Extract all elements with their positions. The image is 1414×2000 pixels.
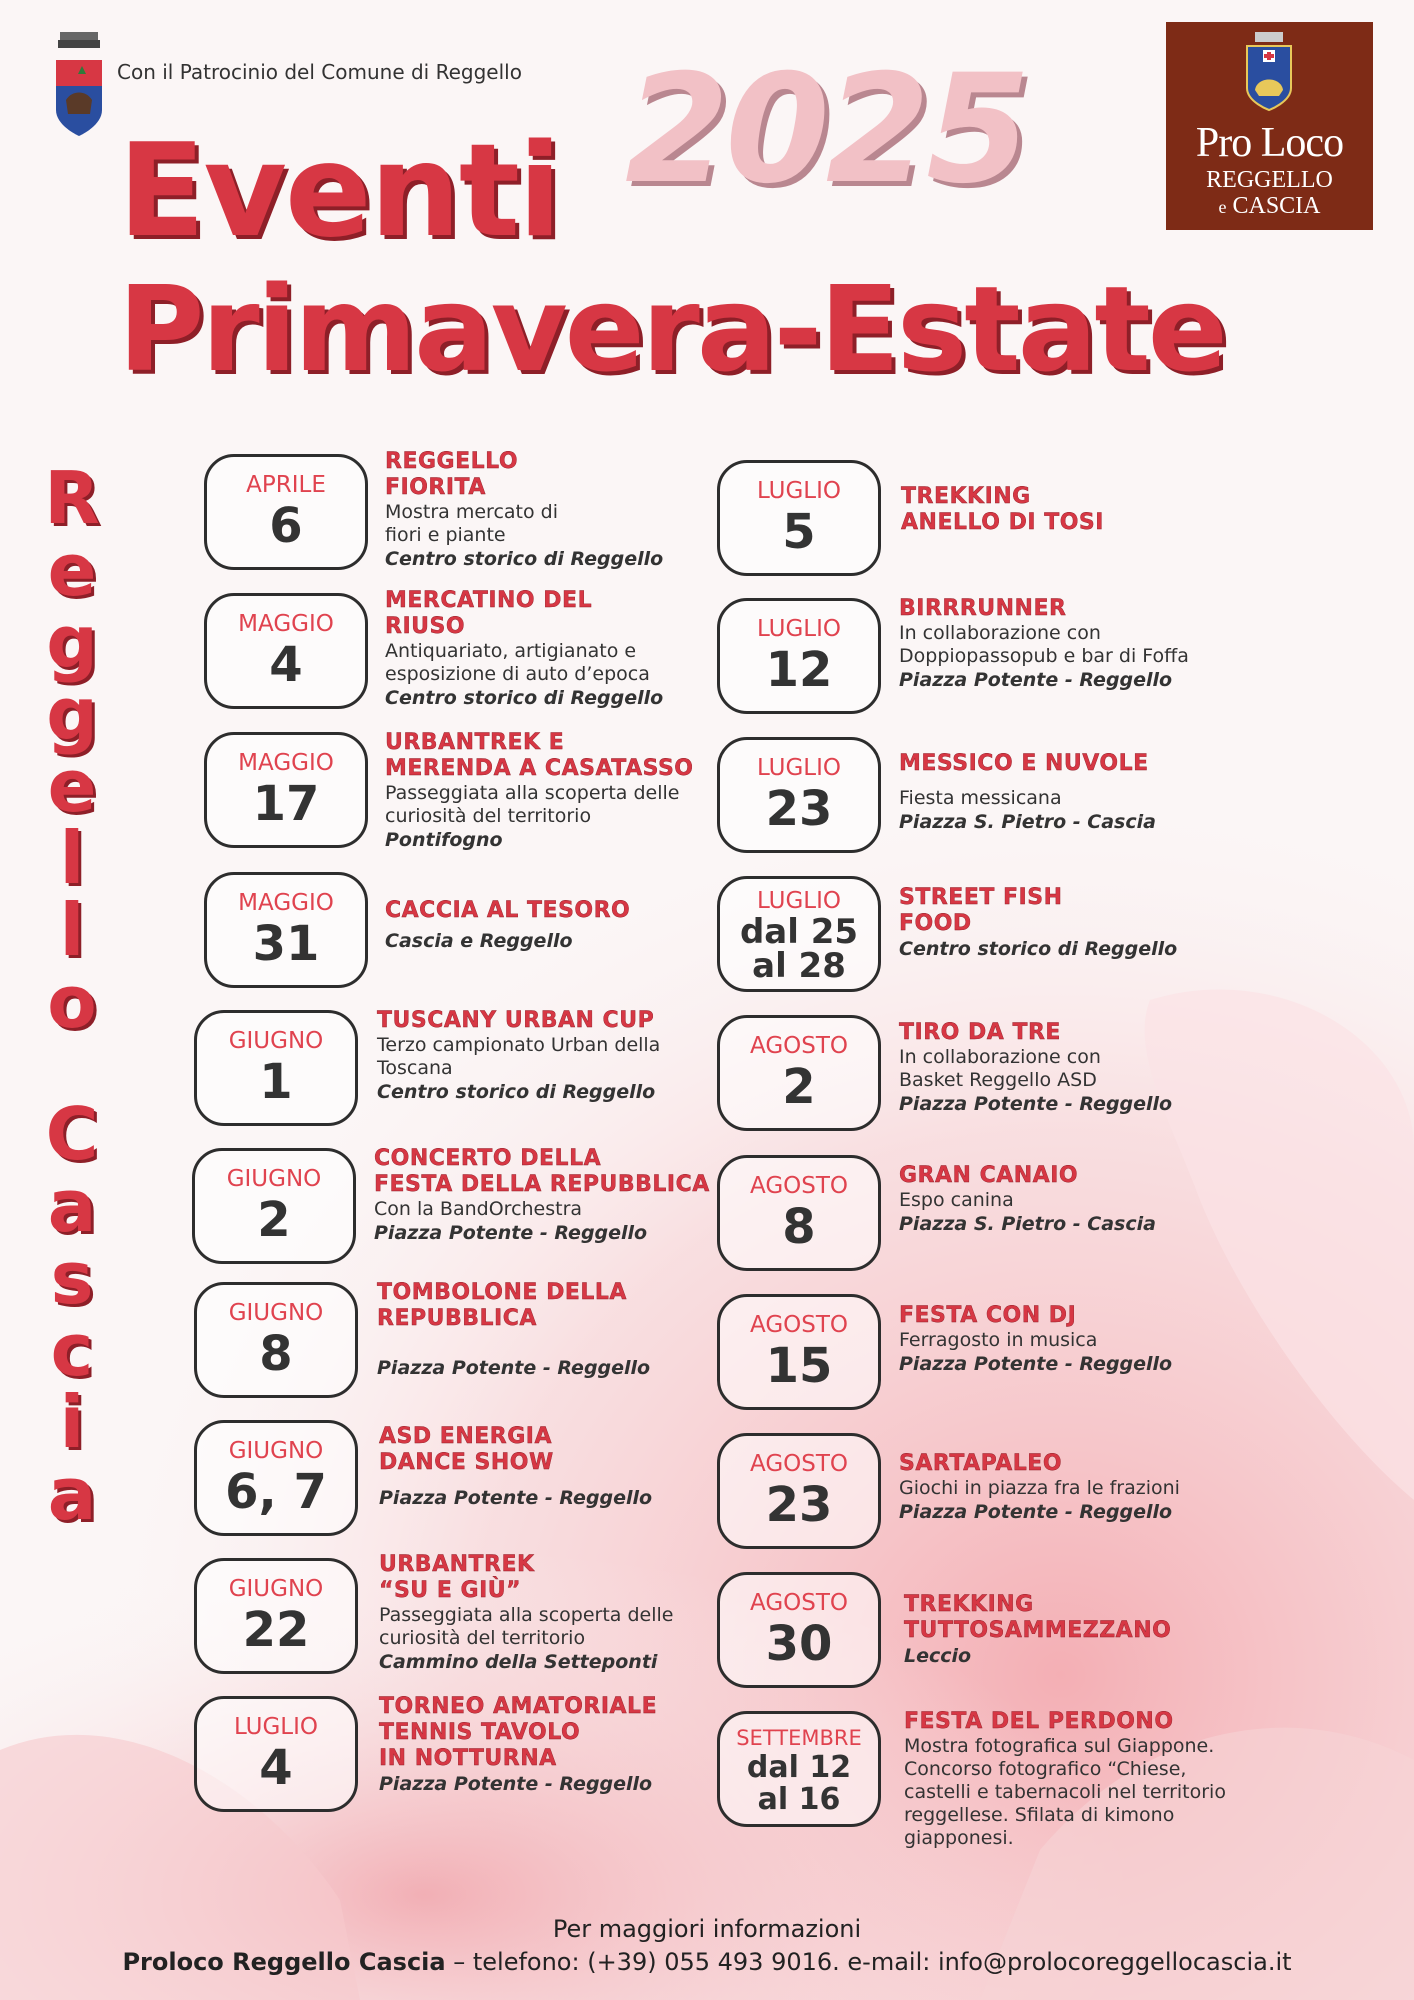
date-box bbox=[194, 1696, 358, 1812]
vertical-letter: l bbox=[59, 816, 85, 900]
title-eventi: Eventi bbox=[118, 117, 560, 266]
event-info bbox=[904, 1592, 1234, 1669]
event-info bbox=[379, 1424, 709, 1511]
vertical-letter: e bbox=[47, 744, 97, 828]
event-title: IN NOTTURNA bbox=[379, 1746, 557, 1771]
event-day: 5 bbox=[782, 504, 816, 560]
event-place: Piazza Potente - Reggello bbox=[899, 1093, 1173, 1115]
date-box bbox=[717, 876, 881, 992]
event-info bbox=[899, 1163, 1229, 1237]
event-desc: Ferragosto in musica bbox=[899, 1329, 1098, 1351]
event-month: GIUGNO bbox=[228, 1028, 324, 1054]
vertical-letter: l bbox=[59, 888, 85, 972]
event-title: CONCERTO DELLA bbox=[374, 1146, 602, 1171]
event-title: FIORITA bbox=[385, 475, 486, 500]
event-title: URBANTREK E bbox=[385, 730, 565, 755]
event-month: AGOSTO bbox=[749, 1312, 848, 1338]
event-info bbox=[377, 1280, 707, 1381]
event-info bbox=[374, 1146, 719, 1246]
date-box bbox=[717, 1015, 881, 1131]
event-title: REPUBBLICA bbox=[377, 1306, 537, 1331]
event-day-start: dal 25 bbox=[739, 912, 859, 952]
date-box bbox=[717, 1294, 881, 1410]
event-title: FESTA DELLA REPUBBLICA bbox=[374, 1172, 710, 1197]
event-desc: fiori e piante bbox=[385, 524, 506, 546]
event-month: APRILE bbox=[246, 472, 326, 498]
event-title: TREKKING bbox=[901, 484, 1031, 509]
event-place: Piazza Potente - Reggello bbox=[374, 1222, 648, 1244]
date-box bbox=[717, 1711, 881, 1827]
event-day: 22 bbox=[242, 1602, 310, 1658]
event-title: CACCIA AL TESORO bbox=[385, 898, 631, 923]
date-box bbox=[204, 454, 368, 570]
event-place: Centro storico di Reggello bbox=[385, 687, 664, 709]
event-desc: castelli e tabernacoli nel territorio bbox=[904, 1781, 1226, 1803]
event-info bbox=[901, 484, 1231, 536]
event-desc: reggellese. Sfilata di kimono bbox=[904, 1804, 1175, 1826]
vertical-letter: o bbox=[47, 960, 97, 1044]
event-info bbox=[385, 449, 715, 572]
vertical-letter: e bbox=[47, 528, 97, 612]
date-box bbox=[194, 1420, 358, 1536]
logo-line3-text: CASCIA bbox=[1232, 193, 1321, 219]
event-title: TUTTOSAMMEZZANO bbox=[904, 1618, 1172, 1643]
event-title: “SU E GIÙ” bbox=[379, 1578, 522, 1603]
vertical-letter: R bbox=[44, 456, 100, 540]
event-desc: curiosità del territorio bbox=[385, 805, 592, 827]
event-title: DANCE SHOW bbox=[379, 1450, 554, 1475]
event-desc: Antiquariato, artigianato e bbox=[385, 640, 637, 662]
event-day: 23 bbox=[765, 1477, 833, 1533]
event-desc: curiosità del territorio bbox=[379, 1627, 586, 1649]
logo-line1: Pro Loco bbox=[1195, 120, 1344, 166]
event-desc: In collaborazione con bbox=[899, 622, 1101, 644]
event-title: MESSICO E NUVOLE bbox=[899, 751, 1149, 776]
vertical-letter: g bbox=[46, 600, 98, 684]
date-box bbox=[194, 1010, 358, 1126]
event-title: TIRO DA TRE bbox=[899, 1020, 1061, 1045]
event-month: AGOSTO bbox=[749, 1173, 848, 1199]
vertical-town-name bbox=[30, 456, 114, 1536]
event-month: GIUGNO bbox=[226, 1166, 322, 1192]
event-day: 8 bbox=[782, 1199, 816, 1255]
event-month: SETTEMBRE bbox=[736, 1726, 862, 1750]
event-month: AGOSTO bbox=[749, 1451, 848, 1477]
event-info bbox=[899, 1451, 1229, 1525]
event-place: Centro storico di Reggello bbox=[377, 1081, 656, 1103]
event-month: LUGLIO bbox=[756, 478, 842, 504]
event-day: 6, 7 bbox=[225, 1464, 327, 1520]
event-day: 6 bbox=[269, 498, 303, 554]
event-info bbox=[379, 1552, 724, 1675]
event-month: MAGGIO bbox=[238, 611, 334, 637]
event-day: 30 bbox=[765, 1616, 833, 1672]
date-box bbox=[204, 732, 368, 848]
event-month: LUGLIO bbox=[756, 888, 842, 914]
vertical-letter: i bbox=[59, 1380, 85, 1464]
date-box bbox=[204, 872, 368, 988]
event-title: FESTA CON DJ bbox=[899, 1303, 1077, 1328]
event-day: 8 bbox=[259, 1326, 293, 1382]
footer-org: Proloco Reggello Cascia bbox=[122, 1948, 446, 1976]
event-day: 2 bbox=[257, 1192, 291, 1248]
event-desc: Concorso fotografico “Chiese, bbox=[904, 1758, 1187, 1780]
event-info bbox=[385, 898, 715, 954]
event-desc: Fiesta messicana bbox=[899, 787, 1062, 809]
event-month: MAGGIO bbox=[238, 890, 334, 916]
event-month: LUGLIO bbox=[233, 1714, 319, 1740]
event-place: Piazza Potente - Reggello bbox=[377, 1357, 651, 1379]
event-desc: esposizione di auto d’epoca bbox=[385, 663, 650, 685]
event-place: Pontifogno bbox=[385, 829, 503, 851]
event-month: GIUGNO bbox=[228, 1300, 324, 1326]
event-title: TENNIS TAVOLO bbox=[379, 1720, 581, 1745]
event-title: FOOD bbox=[899, 911, 972, 936]
event-month: AGOSTO bbox=[749, 1033, 848, 1059]
date-box bbox=[717, 598, 881, 714]
event-place: Piazza Potente - Reggello bbox=[899, 1501, 1173, 1523]
event-place: Piazza Potente - Reggello bbox=[899, 669, 1173, 691]
event-desc: Mostra mercato di bbox=[385, 501, 558, 523]
logo-line3 bbox=[1166, 194, 1373, 218]
event-desc: Doppiopassopub e bar di Foffa bbox=[899, 645, 1189, 667]
event-title: TUSCANY URBAN CUP bbox=[377, 1008, 655, 1033]
event-title: TREKKING bbox=[904, 1592, 1034, 1617]
event-desc: Mostra fotografica sul Giappone. bbox=[904, 1735, 1215, 1757]
event-title: BIRRRUNNER bbox=[899, 596, 1067, 621]
vertical-letter: C bbox=[45, 1092, 99, 1176]
footer-info-label: Per maggiori informazioni bbox=[552, 1915, 862, 1943]
event-day: 12 bbox=[765, 642, 833, 698]
event-info bbox=[899, 1020, 1229, 1117]
vertical-letter: a bbox=[47, 1164, 97, 1248]
event-info bbox=[899, 1303, 1229, 1377]
date-box bbox=[194, 1558, 358, 1674]
event-title: STREET FISH bbox=[899, 885, 1063, 910]
event-title: SARTAPALEO bbox=[899, 1451, 1063, 1476]
title-season: Primavera-Estate bbox=[118, 260, 1225, 398]
event-desc: Basket Reggello ASD bbox=[899, 1069, 1097, 1091]
event-day-start: dal 12 bbox=[746, 1750, 852, 1785]
event-desc: In collaborazione con bbox=[899, 1046, 1101, 1068]
event-day: 17 bbox=[252, 776, 320, 832]
vertical-letter: g bbox=[46, 672, 98, 756]
event-desc: Giochi in piazza fra le frazioni bbox=[899, 1477, 1180, 1499]
logo-line3-prefix: e bbox=[1218, 197, 1227, 217]
event-day: 2 bbox=[782, 1059, 816, 1115]
event-place: Piazza Potente - Reggello bbox=[899, 1353, 1173, 1375]
event-place: Piazza Potente - Reggello bbox=[379, 1487, 653, 1509]
event-info bbox=[899, 751, 1229, 835]
date-box bbox=[194, 1282, 358, 1398]
date-box bbox=[717, 1433, 881, 1549]
event-day: 1 bbox=[259, 1054, 293, 1110]
event-desc: giapponesi. bbox=[904, 1827, 1014, 1849]
footer-contact bbox=[0, 1948, 1414, 1976]
event-title: URBANTREK bbox=[379, 1552, 535, 1577]
event-desc: Con la BandOrchestra bbox=[374, 1198, 583, 1220]
event-place: Leccio bbox=[904, 1645, 972, 1667]
event-month: MAGGIO bbox=[238, 750, 334, 776]
event-info bbox=[379, 1694, 709, 1797]
event-day: 4 bbox=[269, 637, 303, 693]
date-box bbox=[717, 737, 881, 853]
patronage-text: Con il Patrocinio del Comune di Reggello bbox=[117, 60, 522, 84]
event-desc: Passeggiata alla scoperta delle bbox=[379, 1604, 674, 1626]
event-title: REGGELLO bbox=[385, 449, 519, 474]
event-day-range bbox=[720, 912, 878, 986]
event-month: GIUGNO bbox=[228, 1576, 324, 1602]
event-title: RIUSO bbox=[385, 614, 466, 639]
event-title: GRAN CANAIO bbox=[899, 1163, 1079, 1188]
date-box bbox=[717, 460, 881, 576]
event-title: TOMBOLONE DELLA bbox=[377, 1280, 627, 1305]
event-day-range bbox=[720, 1752, 878, 1816]
event-day-end: al 28 bbox=[752, 946, 846, 986]
event-place: Piazza S. Pietro - Cascia bbox=[899, 1213, 1156, 1235]
event-info bbox=[899, 885, 1229, 962]
event-info bbox=[899, 596, 1244, 693]
reggello-crest-icon bbox=[52, 30, 106, 140]
event-day: 15 bbox=[765, 1338, 833, 1394]
event-place: Piazza Potente - Reggello bbox=[379, 1773, 653, 1795]
event-title: TORNEO AMATORIALE bbox=[379, 1694, 658, 1719]
event-place: Cascia e Reggello bbox=[385, 930, 573, 952]
event-info bbox=[377, 1008, 707, 1105]
event-place: Cammino della Setteponti bbox=[379, 1651, 658, 1673]
vertical-letter: a bbox=[47, 1452, 97, 1536]
date-box bbox=[717, 1155, 881, 1271]
proloco-crest-icon bbox=[1245, 32, 1293, 112]
event-desc: Toscana bbox=[377, 1057, 453, 1079]
date-box bbox=[192, 1148, 356, 1264]
title-year: 2025 bbox=[625, 43, 1027, 217]
event-title: MERCATINO DEL bbox=[385, 588, 593, 613]
event-day-end: al 16 bbox=[757, 1782, 841, 1817]
date-box bbox=[204, 593, 368, 709]
event-title: FESTA DEL PERDONO bbox=[904, 1709, 1174, 1734]
event-title: MERENDA A CASATASSO bbox=[385, 756, 694, 781]
footer-contact-details: – telefono: (+39) 055 493 9016. e-mail: info@prolocoreggellocascia.it bbox=[445, 1948, 1292, 1976]
event-day: 31 bbox=[252, 916, 320, 972]
event-info bbox=[385, 588, 715, 711]
event-month: LUGLIO bbox=[756, 616, 842, 642]
date-box bbox=[717, 1572, 881, 1688]
event-month: GIUGNO bbox=[228, 1438, 324, 1464]
event-month: AGOSTO bbox=[749, 1590, 848, 1616]
event-day: 4 bbox=[259, 1740, 293, 1796]
event-title: ASD ENERGIA bbox=[379, 1424, 552, 1449]
event-desc: Espo canina bbox=[899, 1189, 1014, 1211]
event-info bbox=[904, 1709, 1254, 1850]
vertical-letter: c bbox=[50, 1308, 94, 1392]
event-place: Centro storico di Reggello bbox=[385, 548, 664, 570]
event-place: Piazza S. Pietro - Cascia bbox=[899, 811, 1156, 833]
logo-line2: REGGELLO bbox=[1206, 167, 1333, 193]
event-place: Centro storico di Reggello bbox=[899, 938, 1178, 960]
event-info bbox=[385, 730, 730, 853]
event-day: 23 bbox=[765, 781, 833, 837]
proloco-logo bbox=[1166, 22, 1373, 230]
event-month: LUGLIO bbox=[756, 755, 842, 781]
event-desc: Passeggiata alla scoperta delle bbox=[385, 782, 680, 804]
event-desc: Terzo campionato Urban della bbox=[377, 1034, 661, 1056]
event-title: ANELLO DI TOSI bbox=[901, 510, 1104, 535]
vertical-letter: s bbox=[50, 1236, 94, 1320]
